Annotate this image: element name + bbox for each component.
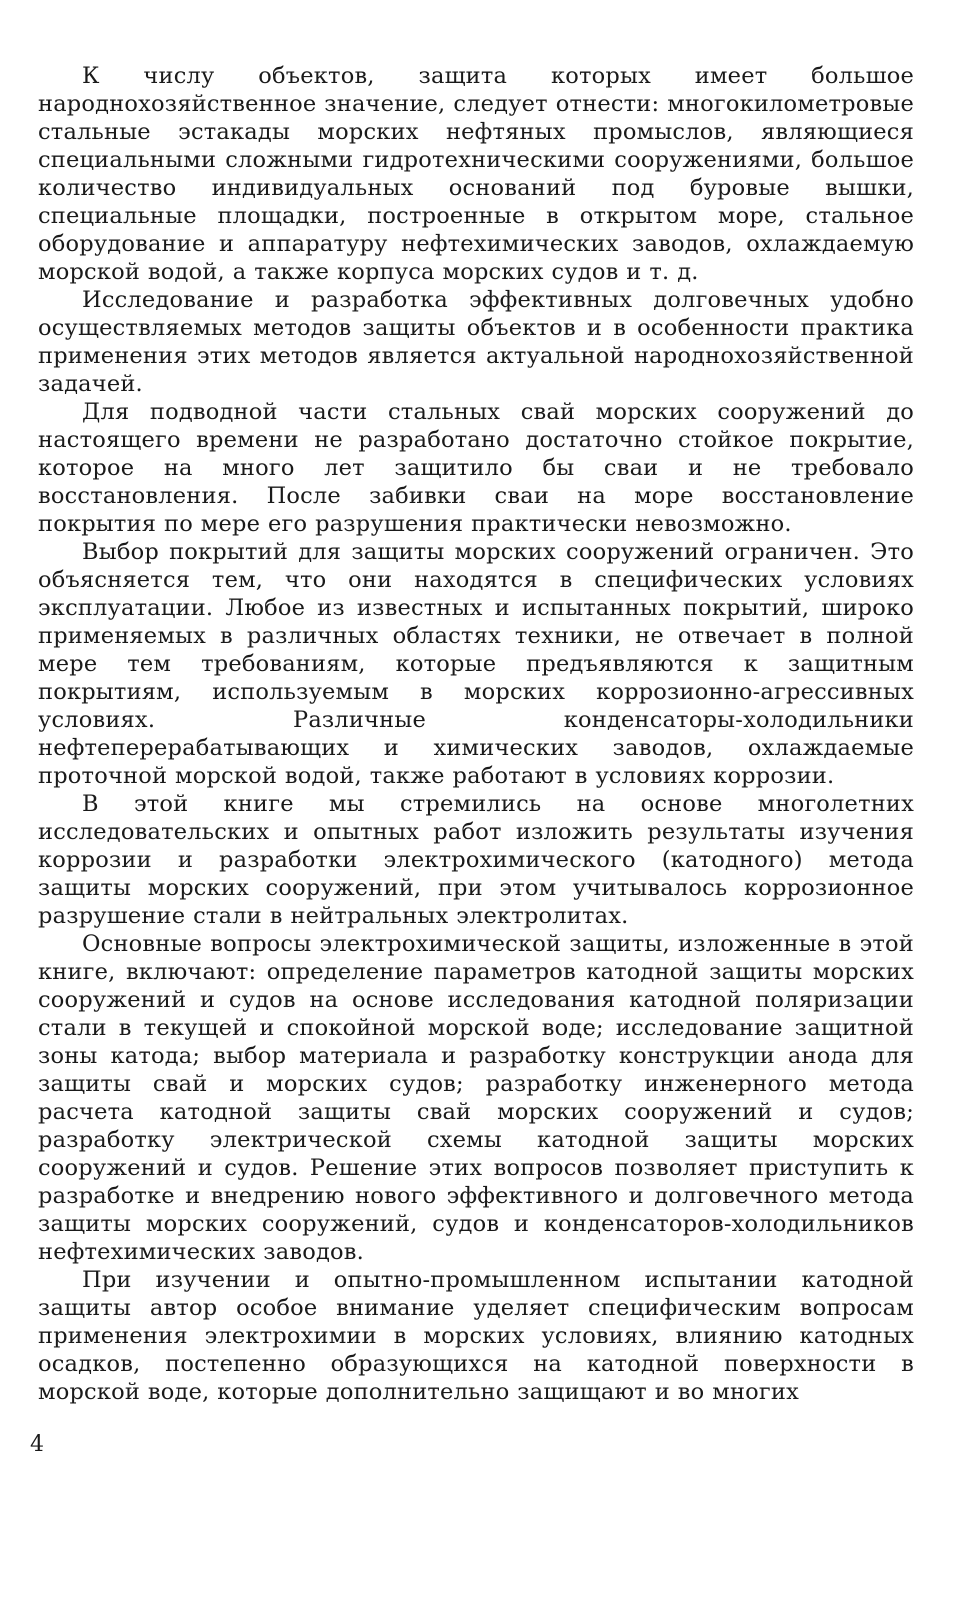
paragraph-4: Выбор покрытий для защиты морских сооружений ограничен. Это объясняется тем, что они находятся в специфических условиях эксплуатации. Любое из известных и испытанных покрытий, широко применяемых в различных областях техники, не отвечает в полной мере тем требованиям, которые предъявляются к защитным покрытиям, используемым в морских коррозионно-агрессивных условиях. Различные конденсаторы-холодильники нефтеперерабатывающих и химических заводов, охлаждаемые проточной морской водой, также работают в условиях коррозии. xyxy=(38,539,914,789)
paragraph-5: В этой книге мы стремились на основе многолетних исследовательских и опытных работ изложить результаты изучения коррозии и разработки электрохимического (катодного) метода защиты морских сооружений, при этом учитывалось коррозионное разрушение стали в нейтральных электролитах. xyxy=(38,791,914,929)
paragraph-7: При изучении и опытно-промышленном испытании катодной защиты автор особое внимание уделяет специфическим вопросам применения электрохимии в морских условиях, влиянию катодных осадков, постепенно образующихся на катодной поверхности в морской воде, которые дополнительно защищают и во многих xyxy=(38,1267,914,1405)
paragraph-2: Исследование и разработка эффективных долговечных удобно осуществляемых методов защиты объектов и в особенности практика применения этих методов является актуальной народнохозяйственной задачей. xyxy=(38,287,914,397)
paragraph-3: Для подводной части стальных свай морских сооружений до настоящего времени не разработано достаточно стойкое покрытие, которое на много лет защитило бы сваи и не требовало восстановления. После забивки сваи на море восстановление покрытия по мере его разрушения практически невозможно. xyxy=(38,399,914,537)
page-body xyxy=(38,62,914,1406)
paragraph-1: К числу объектов, защита которых имеет большое народнохозяйственное значение, следует отнести: многокилометровые стальные эстакады морских нефтяных промыслов, являющиеся специальными сложными гидротехническими сооружениями, большое количество индивидуальных оснований под буровые вышки, специальные площадки, построенные в открытом море, стальное оборудование и аппаратуру нефтехимических заводов, охлаждаемую морской водой, а также корпуса морских судов и т. д. xyxy=(38,63,914,285)
paragraph-6: Основные вопросы электрохимической защиты, изложенные в этой книге, включают: определение параметров катодной защиты морских сооружений и судов на основе исследования катодной поляризации стали в текущей и спокойной морской воде; исследование защитной зоны катода; выбор материала и разработку конструкции анода для защиты свай и морских судов; разработку инженерного метода расчета катодной защиты свай морских сооружений и судов; разработку электрической схемы катодной защиты морских сооружений и судов. Решение этих вопросов позволяет приступить к разработке и внедрению нового эффективного и долговечного метода защиты морских сооружений, судов и конденсаторов-холодильников нефтехимических заводов. xyxy=(38,931,914,1265)
page-number: 4 xyxy=(30,1432,44,1457)
